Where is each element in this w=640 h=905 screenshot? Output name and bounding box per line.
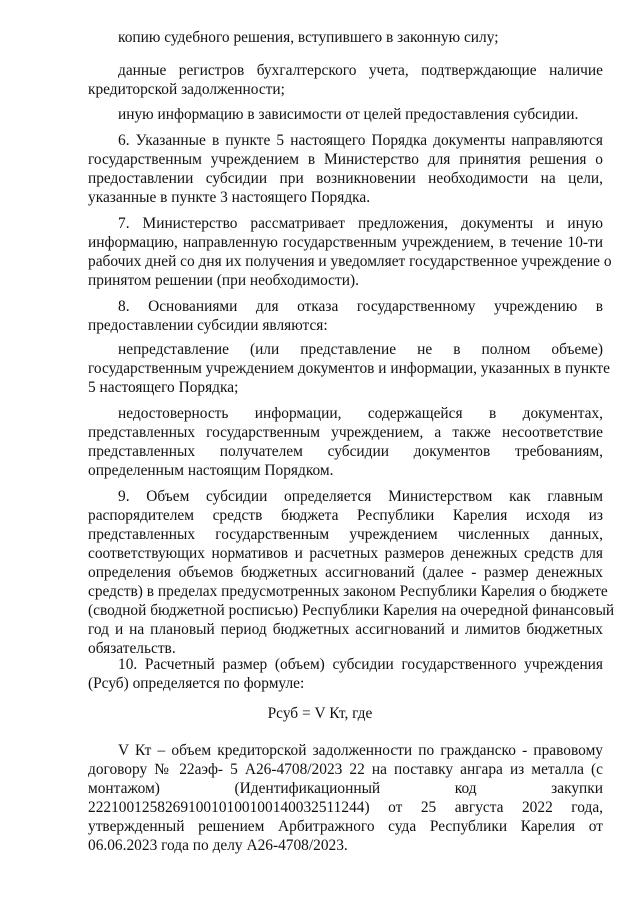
paragraph-item-7 xyxy=(88,214,612,290)
text-line: представленных государственным учреждением численных данных, xyxy=(88,526,603,543)
text-line: кредиторской задолженности; xyxy=(88,81,285,98)
paragraph-court-decision xyxy=(88,28,603,47)
paragraph-item-10 xyxy=(88,655,603,693)
text-line: представленных государственным учреждением, а также несоответствие xyxy=(88,424,603,441)
formula: Рсуб = V Кт, где xyxy=(267,705,373,722)
text-line: определения объемов бюджетных ассигнований (далее - размер денежных xyxy=(88,564,603,581)
text-line: 5 настоящего Порядка; xyxy=(88,379,239,396)
text-line: иную информацию в зависимости от целей предоставления субсидии. xyxy=(118,106,579,123)
text-line: представленных получателем субсидии документов требованиям, xyxy=(88,443,603,460)
text-line: (Рсуб) определяется по формуле: xyxy=(88,675,305,692)
paragraph-non-submission xyxy=(88,340,610,397)
text-line: копию судебного решения, вступившего в законную силу; xyxy=(118,29,499,46)
paragraph-item-6 xyxy=(88,131,603,207)
text-line: предоставлении субсидии при возникновении необходимости на цели, xyxy=(88,170,603,187)
paragraph-v-kt-definition xyxy=(88,741,603,855)
text-line: определенным настоящим Порядком. xyxy=(88,462,334,479)
text-line: данные регистров бухгалтерского учета, подтверждающие наличие xyxy=(118,62,603,79)
text-line: указанные в пункте 3 настоящего Порядка. xyxy=(88,189,371,206)
paragraph-other-info xyxy=(88,105,603,124)
text-line: 8. Основаниями для отказа государственному учреждению в xyxy=(118,298,603,315)
text-line: (сводной бюджетной росписью) Республики Карелия на очередной финансовый xyxy=(88,602,615,619)
text-line: 6. Указанные в пункте 5 настоящего Порядка документы направляются xyxy=(118,132,603,149)
text-line: монтажом) (Идентификационный код закупки xyxy=(88,780,603,797)
text-line: государственным учреждением документов и информации, указанных в пункте xyxy=(88,360,610,377)
text-line: 9. Объем субсидии определяется Министерством как главным xyxy=(118,488,603,505)
text-line: непредставление (или представление не в полном объеме) xyxy=(118,341,603,358)
text-line: год и на плановый период бюджетных ассигнований и лимитов бюджетных xyxy=(88,621,603,638)
text-line: рабочих дней со дня их получения и уведомляет государственное учреждение о xyxy=(88,253,612,270)
paragraph-accounting-data xyxy=(88,61,603,99)
text-line: договору № 22аэф- 5 А26-4708/2023 22 на поставку ангара из металла (с xyxy=(88,761,603,778)
text-line: 10. Расчетный размер (объем) субсидии государственного учреждения xyxy=(118,656,603,673)
text-line: средств) в пределах предусмотренных законом Республики Карелия о бюджете xyxy=(88,583,608,600)
text-line: соответствующих нормативов и расчетных размеров денежных средств для xyxy=(88,545,603,562)
text-line: информацию, направленную государственным учреждением, в течение 10-ти xyxy=(88,234,603,251)
paragraph-unreliability xyxy=(88,404,603,480)
text-line: предоставлении субсидии являются: xyxy=(88,317,328,334)
text-line: обязательств. xyxy=(88,640,176,657)
paragraph-item-8 xyxy=(88,297,603,335)
text-line: государственным учреждением в Министерство для принятия решения о xyxy=(88,151,603,168)
text-line: 222100125826910010100100140032511244) от 25 августа 2022 года, xyxy=(88,799,603,816)
text-line: принятом решении (при необходимости). xyxy=(88,272,359,289)
paragraph-item-9 xyxy=(88,487,615,658)
text-line: недостоверность информации, содержащейся в документах, xyxy=(118,405,603,422)
text-line: V Кт – объем кредиторской задолженности по гражданско - правовому xyxy=(118,742,603,759)
text-line: утвержденный решением Арбитражного суда Республики Карелия от xyxy=(88,818,603,835)
text-line: 06.06.2023 года по делу А26-4708/2023. xyxy=(88,837,348,854)
text-line: распорядителем средств бюджета Республики Карелия исходя из xyxy=(88,507,603,524)
text-line: 7. Министерство рассматривает предложения, документы и иную xyxy=(118,215,603,232)
